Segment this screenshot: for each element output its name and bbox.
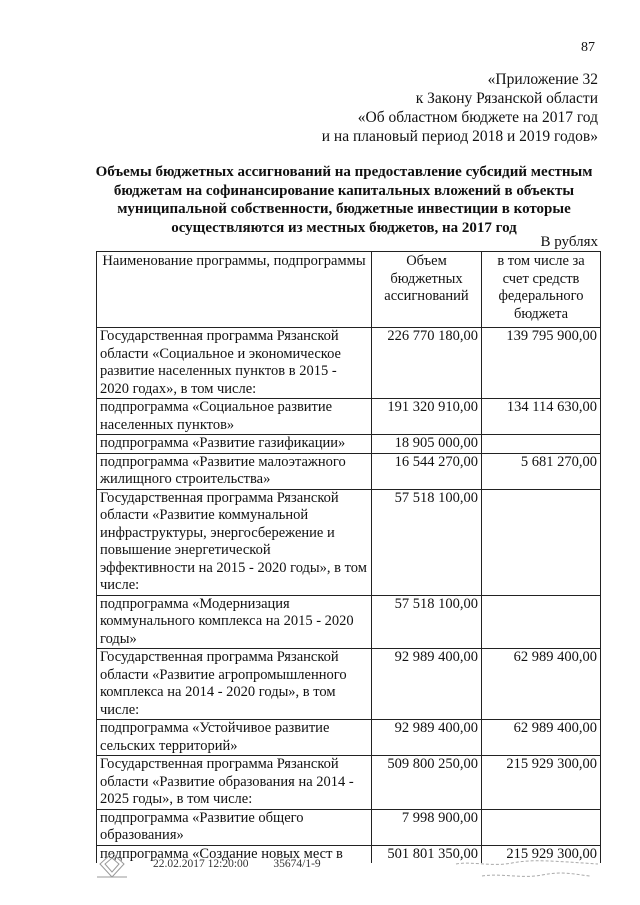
federal-share-cell: 215 929 300,00	[482, 756, 601, 810]
program-name-cell: подпрограмма «Развитие газификации»	[97, 435, 372, 454]
registration-logo-icon	[95, 850, 129, 880]
budget-volume-cell: 16 544 270,00	[372, 453, 482, 489]
table-row	[97, 328, 601, 399]
budget-volume-cell: 509 800 250,00	[372, 756, 482, 810]
program-name-cell: Государственная программа Рязанской области «Социальное и экономическое развитие населенных пунктов в 2015 - 2020 годах», в том числе:	[97, 328, 372, 399]
federal-share-cell	[482, 489, 601, 595]
budget-table	[96, 251, 601, 863]
document-footer	[153, 858, 343, 870]
table-row	[97, 489, 601, 595]
budget-volume-cell: 57 518 100,00	[372, 595, 482, 649]
budget-volume-cell: 92 989 400,00	[372, 649, 482, 720]
table-row	[97, 649, 601, 720]
budget-volume-cell: 92 989 400,00	[372, 720, 482, 756]
program-name-cell: подпрограмма «Модернизация коммунального комплекса на 2015 - 2020 годы»	[97, 595, 372, 649]
table-row	[97, 720, 601, 756]
program-name-cell: подпрограмма «Развитие общего образования»	[97, 809, 372, 845]
table-row	[97, 756, 601, 810]
table-row	[97, 453, 601, 489]
footer-datetime: 22.02.2017 12:20:00	[153, 858, 249, 870]
header-program-name: Наименование программы, подпрограммы	[97, 252, 372, 328]
program-name-cell: подпрограмма «Социальное развитие населенных пунктов»	[97, 399, 372, 435]
budget-volume-cell: 191 320 910,00	[372, 399, 482, 435]
document-heading: Объемы бюджетных ассигнований на предоставление субсидий местным бюджетам на софинансирование капитальных вложений в объекты муниципальной собственности, бюджетные инвестиции в которые осуществляются из местных бюджетов, на 2017 год	[95, 164, 593, 236]
program-name-cell: Государственная программа Рязанской области «Развитие агропромышленного комплекса на 2014 - 2020 годы», в том числе:	[97, 649, 372, 720]
table-row	[97, 809, 601, 845]
table-row	[97, 595, 601, 649]
registration-stamp-icon	[452, 855, 602, 887]
federal-share-cell: 62 989 400,00	[482, 720, 601, 756]
federal-share-cell	[482, 809, 601, 845]
federal-share-cell: 62 989 400,00	[482, 649, 601, 720]
federal-share-cell	[482, 435, 601, 454]
footer-document-id: 35674/1-9	[273, 858, 321, 870]
program-name-cell: Государственная программа Рязанской области «Развитие коммунальной инфраструктуры, энергосбережение и повышение энергетической эффективности на 2015 - 2020 годы», в том числе:	[97, 489, 372, 595]
table-header-row	[97, 252, 601, 328]
program-name-cell: подпрограмма «Создание новых мест в	[97, 845, 372, 863]
program-name-cell: Государственная программа Рязанской области «Развитие образования на 2014 - 2025 годы», в том числе:	[97, 756, 372, 810]
budget-volume-cell: 18 905 000,00	[372, 435, 482, 454]
program-name-cell: подпрограмма «Устойчивое развитие сельских территорий»	[97, 720, 372, 756]
federal-share-cell: 139 795 900,00	[482, 328, 601, 399]
appendix-line-2: к Закону Рязанской области	[415, 90, 598, 107]
budget-volume-cell: 57 518 100,00	[372, 489, 482, 595]
page-number: 87	[581, 40, 595, 55]
federal-share-cell: 215 929 300,00	[482, 845, 601, 863]
appendix-line-1: «Приложение 32	[487, 71, 598, 88]
program-name-cell: подпрограмма «Развитие малоэтажного жилищного строительства»	[97, 453, 372, 489]
currency-unit: В рублях	[540, 234, 598, 250]
appendix-line-4: и на плановый период 2018 и 2019 годов»	[321, 128, 598, 145]
table-row	[97, 399, 601, 435]
header-budget-volume: Объем бюджетных ассигнований	[372, 252, 482, 328]
federal-share-cell: 134 114 630,00	[482, 399, 601, 435]
header-federal-share: в том числе за счет средств федерального бюджета	[482, 252, 601, 328]
federal-share-cell	[482, 595, 601, 649]
budget-volume-cell: 501 801 350,00	[372, 845, 482, 863]
federal-share-cell: 5 681 270,00	[482, 453, 601, 489]
budget-volume-cell: 7 998 900,00	[372, 809, 482, 845]
appendix-reference	[322, 70, 598, 146]
budget-volume-cell: 226 770 180,00	[372, 328, 482, 399]
table-row	[97, 435, 601, 454]
appendix-line-3: «Об областном бюджете на 2017 год	[357, 109, 598, 126]
